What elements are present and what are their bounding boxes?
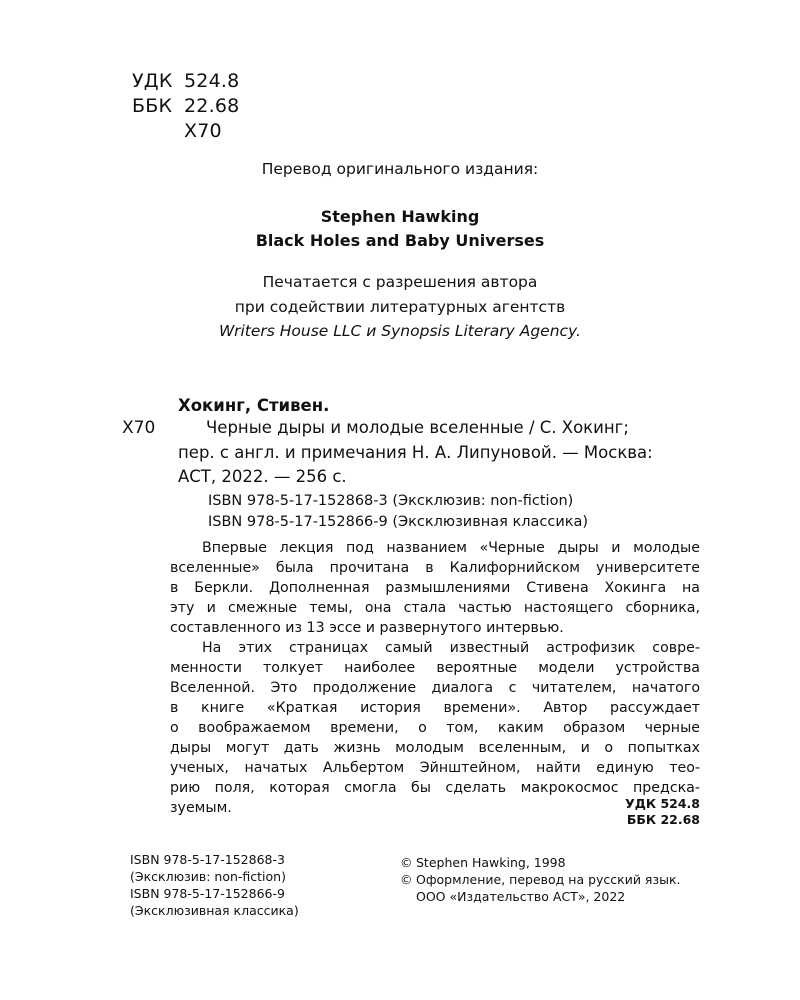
bbk-value: 22.68	[184, 95, 240, 117]
copyright-line-3: ООО «Издательство АСТ», 2022	[416, 889, 626, 904]
permission-line-2: при содействии литературных агентств	[234, 298, 566, 316]
annotation-p2-line: зуемым.	[170, 800, 232, 816]
bib-author-mark: Х70	[122, 418, 156, 438]
annotation-p2-line: в книге «Краткая история времени». Автор рассуждает	[170, 700, 700, 716]
bbk-code	[132, 95, 239, 117]
annotation-p2-line: На этих страницах самый известный астрофизик совре-	[202, 640, 700, 656]
bottom-isbn-2-note: (Эксклюзивная классика)	[130, 903, 299, 918]
author-mark-top: Х70	[184, 120, 222, 142]
original-title: Black Holes and Baby Universes	[255, 231, 545, 250]
bottom-isbn-1-note: (Эксклюзив: non-fiction)	[130, 869, 286, 884]
annotation-p1-line: вселенные» была прочитана в Калифорнийском университете	[170, 560, 700, 576]
annotation	[170, 538, 700, 818]
right-bbk: ББК 22.68	[626, 812, 700, 827]
annotation-p2-line: ученых, начатых Альбертом Эйнштейном, найти единую тео-	[170, 760, 700, 776]
udk-label: УДК	[132, 70, 173, 92]
original-edition-heading: Перевод оригинального издания:	[261, 160, 539, 178]
copyright-icon: ©	[400, 855, 413, 870]
annotation-p2-line: рию поля, которая смогла бы сделать макрокосмос предска-	[170, 780, 700, 796]
copyright-line-1: © Stephen Hawking, 1998	[400, 855, 566, 870]
bbk-label: ББК	[132, 95, 173, 117]
right-udk: УДК 524.8	[625, 796, 700, 811]
bib-line-1: Черные дыры и молодые вселенные / С. Хокинг;	[206, 418, 629, 437]
annotation-p1-line: эту и смежные темы, она стала частью настоящего сборника,	[170, 600, 700, 616]
copyright-line-2: © Оформление, перевод на русский язык.	[400, 872, 681, 887]
bib-line-3: АСТ, 2022. — 256 с.	[178, 467, 347, 486]
annotation-p2-line: Вселенной. Это продолжение диалога с читателем, начатого	[170, 680, 700, 696]
bib-author: Хокинг, Стивен.	[178, 396, 330, 415]
annotation-p1-line: составленного из 13 эссе и развернутого интервью.	[170, 620, 564, 636]
permission-line-1: Печатается с разрешения автора	[262, 273, 538, 291]
bib-isbn-1: ISBN 978-5-17-152868-3 (Эксклюзив: non-fiction)	[208, 493, 574, 509]
annotation-p1-line: Впервые лекция под названием «Черные дыры и молодые	[202, 540, 700, 556]
permission-agencies: Writers House LLC и Synopsis Literary Agency.	[219, 322, 581, 340]
annotation-p2-line: дыры могут дать жизнь молодым вселенным, и о попытках	[170, 740, 700, 756]
bottom-isbn-1: ISBN 978-5-17-152868-3	[130, 852, 285, 867]
annotation-p2-line: о воображаемом времени, о том, каким образом черные	[170, 720, 700, 736]
copyright-icon: ©	[400, 872, 413, 887]
udk-code	[132, 70, 239, 92]
original-author: Stephen Hawking	[320, 207, 480, 226]
bib-line-2: пер. с англ. и примечания Н. А. Липуновой. — Москва:	[178, 443, 653, 462]
annotation-p1-line: в Беркли. Дополненная размышлениями Стивена Хокинга на	[170, 580, 700, 596]
udk-value: 524.8	[184, 70, 240, 92]
bib-isbn-2: ISBN 978-5-17-152866-9 (Эксклюзивная классика)	[208, 514, 589, 530]
bottom-isbn-2: ISBN 978-5-17-152866-9	[130, 886, 285, 901]
annotation-p2-line: менности толкует наиболее вероятные модели устройства	[170, 660, 700, 676]
